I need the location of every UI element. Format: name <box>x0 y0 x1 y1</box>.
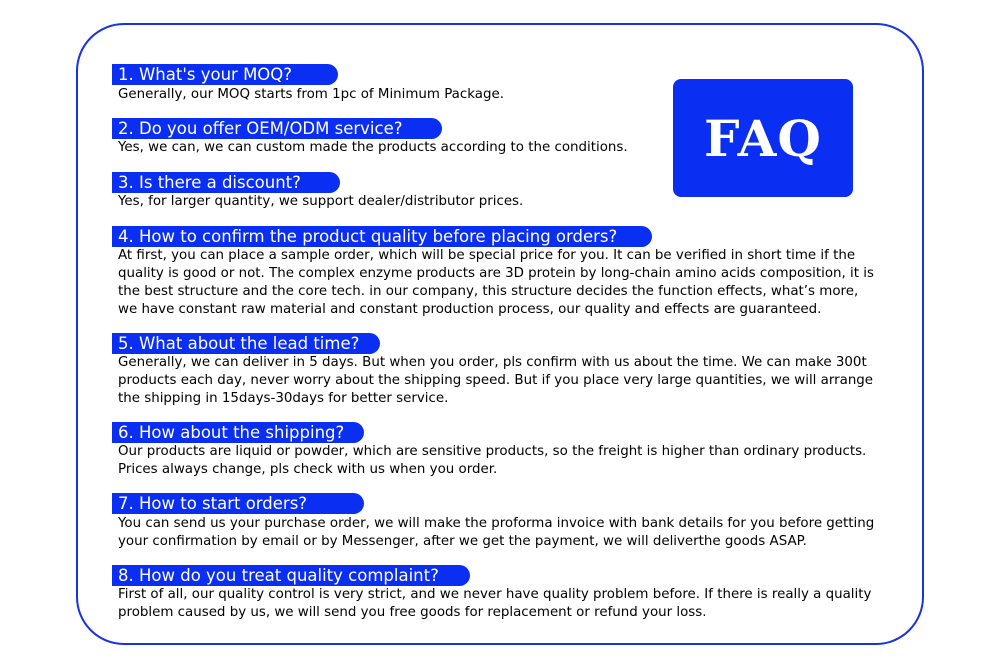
faq-badge-label: FAQ <box>704 108 822 168</box>
faq-answer-7: You can send us your purchase order, we will make the proforma invoice with bank details for you before getting your confirmation by email or by Messenger, after we get the payment, we will deliverthe goods ASAP. <box>118 516 875 549</box>
faq-question-7: 7. How to start orders? <box>112 493 364 514</box>
faq-question-6: 6. How about the shipping? <box>112 422 364 443</box>
faq-question-1: 1. What's your MOQ? <box>112 64 338 85</box>
faq-answer-8: First of all, our quality control is very strict, and we never have quality problem before. If there is really a quality problem caused by us, we will send you free goods for replacement or refund your loss. <box>118 587 872 620</box>
faq-answer-4: At first, you can place a sample order, which will be special price for you. It can be verified in short time if the quality is good or not. The complex enzyme products are 3D protein by long-chain amino acids composition, it is the best structure and the core tech. in our company, this structure decides the function effects, what’s more, we have constant raw material and constant production process, our quality and effects are guaranteed. <box>118 248 874 317</box>
faq-answer-1: Generally, our MOQ starts from 1pc of Minimum Package. <box>118 87 504 102</box>
faq-answer-6: Our products are liquid or powder, which are sensitive products, so the freight is higher than ordinary products. Prices always change, pls check with us when you order. <box>118 444 867 477</box>
faq-answer-3: Yes, for larger quantity, we support dealer/distributor prices. <box>118 194 524 209</box>
faq-question-4: 4. How to confirm the product quality before placing orders? <box>112 226 652 247</box>
faq-question-8: 8. How do you treat quality complaint? <box>112 565 470 586</box>
faq-answer-2: Yes, we can, we can custom made the products according to the conditions. <box>118 140 628 155</box>
faq-question-2: 2. Do you offer OEM/ODM service? <box>112 118 442 139</box>
faq-answer-5: Generally, we can deliver in 5 days. But when you order, pls confirm with us about the time. We can make 300t products each day, never worry about the shipping speed. But if you place very large quantities, we will arrange the shipping in 15days-30days for better service. <box>118 355 874 406</box>
faq-question-3: 3. Is there a discount? <box>112 172 340 193</box>
faq-question-5: 5. What about the lead time? <box>112 333 380 354</box>
